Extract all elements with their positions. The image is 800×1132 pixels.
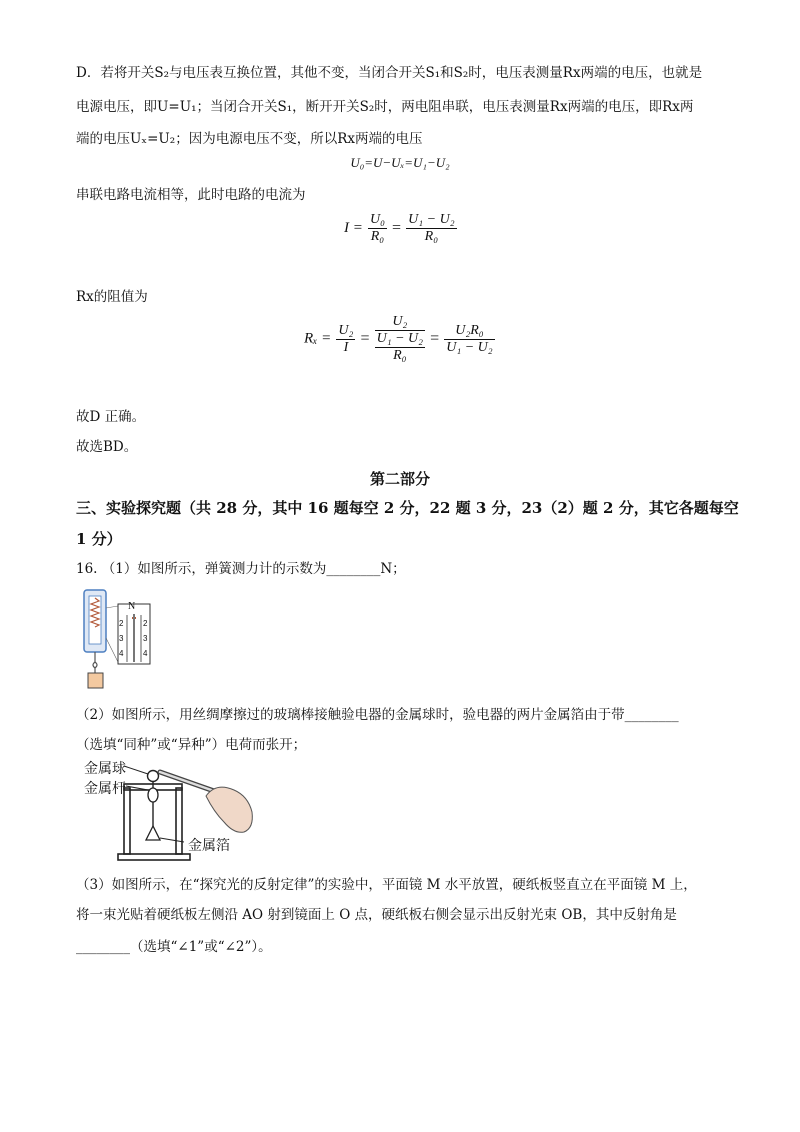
metal-foil xyxy=(146,826,160,840)
part-d-line-2: 电源电压，即U=U₁；当闭合开关S₁，断开开关S₂时，两电阻串联，电压表测量Rx两端的电压，即Rx两 xyxy=(76,99,694,115)
q16-part-2-line-2: （选填“同种”或“异种”）电荷而张开； xyxy=(76,737,307,753)
q16-part-3-line-2: 将一束光贴着硬纸板左侧沿 AO 射到镜面上 O 点，硬纸板右侧会显示出反射光束 OB，其中反射角是 xyxy=(76,907,677,923)
eq-rx-f3-den: U₁ − U₂ xyxy=(446,339,493,355)
eq-rx-fraction-2 xyxy=(375,314,425,364)
eq-i-lhs: I = xyxy=(344,220,363,236)
eq-i-f1-num: U₀ xyxy=(369,212,385,227)
q16-part-3-line-3: ________（选填“∠1”或“∠2”）。 xyxy=(76,939,272,955)
part-d-line-5: Rx的阻值为 xyxy=(76,289,148,305)
eq-i-f2-num: U₁ − U₂ xyxy=(408,212,455,227)
eq-rx-f2-den-top: U₁ − U₂ xyxy=(376,331,424,346)
hand-icon xyxy=(206,787,252,832)
section-3-title-line-1: 三、实验探究题（共 28 分，其中 16 题每空 2 分，22 题 3 分，23（2）题 2 分，其它各题每空 xyxy=(76,499,739,517)
metal-ball xyxy=(148,771,159,782)
conclusion-2: 故选BD。 xyxy=(76,439,138,455)
tick-right-2: 2 xyxy=(143,619,148,628)
eq-rx-f2-den-bottom: R₀ xyxy=(393,348,407,363)
zoom-line-bottom xyxy=(106,638,118,662)
label-pointer-foil xyxy=(160,838,184,842)
eq-rx-f3-num: U₂R₀ xyxy=(444,323,494,340)
eq-i-f2-den: R₀ xyxy=(424,229,439,244)
electroscope-figure xyxy=(84,758,256,864)
zoom-line-top xyxy=(106,606,118,608)
zoomed-scale-ticks-right xyxy=(143,616,147,661)
equation-u0: U₀=U−Uₓ=U₁−U₂ xyxy=(350,155,450,170)
label-metal-foil: 金属箔 xyxy=(188,838,230,854)
part-d-line-3: 端的电压Uₓ=U₂；因为电源电压不变，所以Rx两端的电压 xyxy=(76,131,423,147)
eq-i-fraction-2 xyxy=(406,212,456,245)
equation-rx xyxy=(304,314,495,364)
tick-left-4: 4 xyxy=(119,649,124,658)
tick-left-3: 3 xyxy=(119,634,124,643)
section-3-title-line-2: 1 分） xyxy=(76,530,122,548)
tick-left-2: 2 xyxy=(119,619,124,628)
eq-rx-f1-num: U₂ xyxy=(338,322,354,338)
zoomed-scale-ticks-left xyxy=(119,616,123,661)
eq-rx-f2-num: U₂ xyxy=(375,314,425,331)
label-pointer-ball xyxy=(124,766,148,774)
eq-rx-equals-2: = xyxy=(430,330,440,347)
q16-part-1: 16. （1）如图所示，弹簧测力计的示数为________N； xyxy=(76,561,406,577)
eq-rx-f2-den xyxy=(375,331,425,364)
eq-rx-fraction-1 xyxy=(336,323,355,356)
q16-part-2-line-1: （2）如图所示，用丝绸摩擦过的玻璃棒接触验电器的金属球时，验电器的两片金属箔由于带________ xyxy=(76,707,679,723)
part-2-title: 第二部分 xyxy=(369,470,430,488)
eq-rx-f1-den: I xyxy=(343,339,349,355)
q16-part-3-line-1: （3）如图所示，在“探究光的反射定律”的实验中，平面镜 M 水平放置，硬纸板竖直立在平面镜 M 上， xyxy=(76,877,697,893)
conclusion-1: 故D 正确。 xyxy=(76,409,146,425)
zoomed-scale-unit: N xyxy=(128,601,136,612)
spring-scale-hook-loop xyxy=(93,662,97,668)
equation-current xyxy=(344,212,457,258)
tick-right-4: 4 xyxy=(143,649,148,658)
part-d-line-1: D．若将开关S₂与电压表互换位置，其他不变，当闭合开关S₁和S₂时，电压表测量Rx两端的电压，也就是 xyxy=(76,65,703,81)
label-metal-rod: 金属杆 xyxy=(84,781,126,797)
tick-right-3: 3 xyxy=(143,634,148,643)
spring-scale-figure xyxy=(76,588,156,690)
electroscope-right-post xyxy=(176,788,182,854)
weight-block xyxy=(88,673,103,688)
eq-rx-equals-1: = xyxy=(360,330,370,347)
eq-i-equals: = xyxy=(392,219,402,237)
electroscope-base xyxy=(118,854,190,860)
eq-i-fraction-1 xyxy=(368,212,387,245)
eq-rx-lhs: Rₓ = xyxy=(304,330,332,347)
eq-rx-fraction-3 xyxy=(444,323,494,356)
part-d-line-4: 串联电路电流相等，此时电路的电流为 xyxy=(76,187,306,203)
label-metal-ball: 金属球 xyxy=(84,761,126,777)
rod-insulator xyxy=(148,788,158,802)
eq-i-f1-den: R₀ xyxy=(370,229,385,244)
